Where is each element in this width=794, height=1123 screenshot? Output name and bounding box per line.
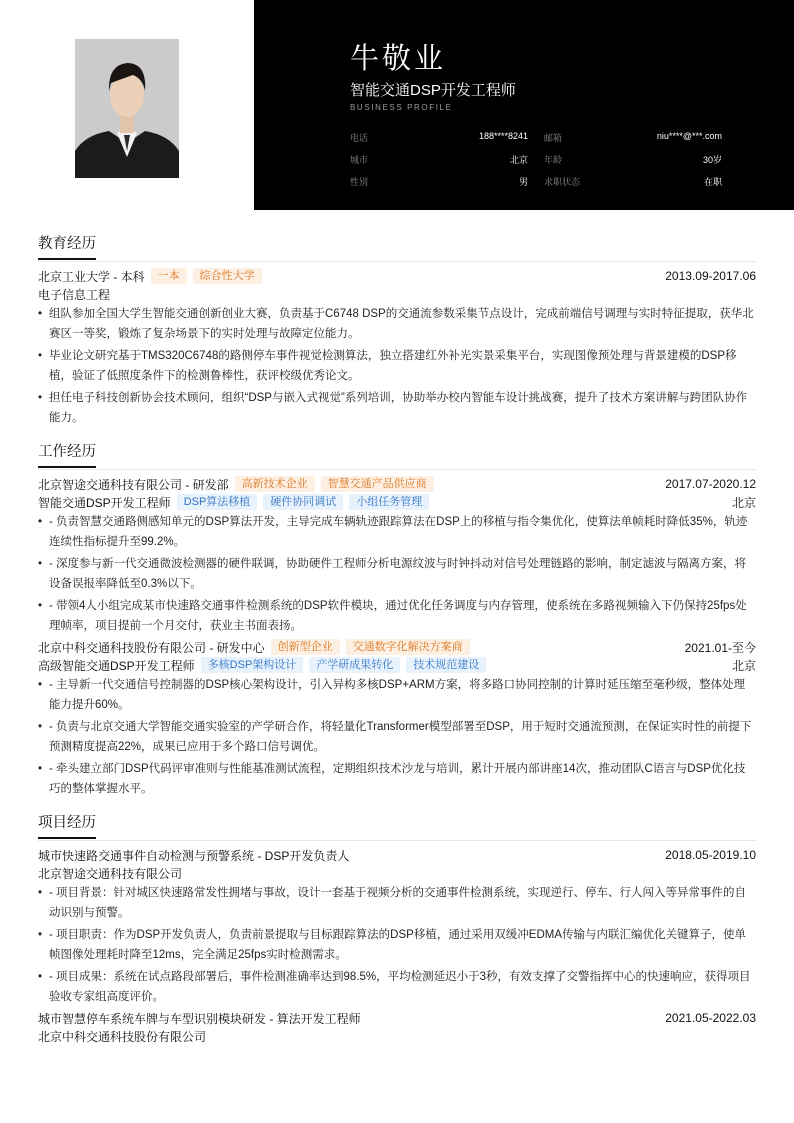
work-section [38,440,756,799]
entry-subheader [38,864,756,882]
company-tag: 高新技术企业 [235,476,315,492]
email-value: niu****@***.com [656,130,722,141]
entry-subheader [38,493,756,511]
list-item: • - 带领4人小组完成某市快速路交通事件检测系统的DSP软件模块，通过优化任务调度与内存管理，使系统在多路视频输入下仍保持25fps处理帧率，项目提前一个月交付，获业主书面表扬。 [38,596,756,636]
company-tag: 创新型企业 [271,639,340,655]
school-tag: 综合性大学 [193,268,262,284]
entry-date: 2021.01-至今 [684,640,756,655]
info-label: 年龄 [544,154,563,165]
school-name: 北京工业大学 - 本科 [38,269,145,284]
role-name: 高级智能交通DSP开发工程师 [38,658,195,673]
entry-header [38,638,756,656]
work-entry [38,475,756,636]
list-item: • - 牵头建立部门DSP代码评审准则与性能基准测试流程，定期组织技术沙龙与培训，累计开展内部讲座14次，推动团队C语言与DSP优化技巧的整体掌握水平。 [38,759,756,799]
section-title: 教育经历 [38,234,96,260]
entry-city: 北京 [731,658,756,673]
resume-content [38,232,756,1057]
list-item: • - 项目职责：作为DSP开发负责人，负责前景提取与目标跟踪算法的DSP移植，通过采用双缓冲EDMA传输与内联汇编优化关键算子，使单帧图像处理耗时降至12ms，完全满足25fps实时检测需求。 [38,925,756,965]
status-value: 在职 [703,176,722,187]
list-item: • - 负责智慧交通路侧感知单元的DSP算法开发，主导完成车辆轨迹跟踪算法在DSP上的移植与指令集优化，使算法单帧耗时降低35%，轨迹连续性指标提升至99.2%。 [38,512,756,552]
school-tag: 一本 [151,268,187,284]
section-title: 工作经历 [38,442,96,468]
entry-date: 2018.05-2019.10 [665,848,756,862]
entry-city: 北京 [731,495,756,510]
education-section [38,232,756,428]
role-tag: 技术规范建设 [406,657,486,673]
project-entry [38,846,756,1007]
education-entry [38,267,756,428]
role-tag: 小组任务管理 [349,494,429,510]
list-item: • - 主导新一代交通信号控制器的DSP核心架构设计，引入异构多核DSP+ARM方案，将多路口协同控制的计算时延压缩至毫秒级，整体处理能力提升60%。 [38,675,756,715]
bullet-list [38,304,756,428]
section-header [38,440,756,470]
info-label: 电话 [350,132,369,143]
list-item: • - 项目背景：针对城区快速路常发性拥堵与事故，设计一套基于视频分析的交通事件检测系统，实现逆行、停车、行人闯入等异常事件的自动识别与预警。 [38,883,756,923]
info-label: 性别 [350,176,369,187]
role-name: 智能交通DSP开发工程师 [38,495,171,510]
entry-subheader [38,285,756,303]
company-name: 北京中科交通科技股份有限公司 - 研发中心 [38,640,265,655]
project-name: 城市快速路交通事件自动检测与预警系统 - DSP开发负责人 [38,848,350,863]
role-tag: DSP算法移植 [177,494,258,510]
projects-section [38,811,756,1045]
entry-date: 2021.05-2022.03 [665,1011,756,1025]
section-header [38,811,756,841]
entry-header [38,1009,756,1027]
bullet-list [38,512,756,636]
bullet-list [38,883,756,1007]
entry-header [38,267,756,285]
list-item: • - 负责与北京交通大学智能交通实验室的产学研合作，将轻量化Transformer模型部署至DSP，用于短时交通流预测，在保证实时性的前提下预测精度提高22%，成果已应用于多个路口信号调优。 [38,717,756,757]
list-item: • 担任电子科技创新协会技术顾问，组织“DSP与嵌入式视觉”系列培训，协助举办校内智能车设计挑战赛，提升了技术方案讲解与跨团队协作能力。 [38,388,756,428]
list-item: • - 项目成果：系统在试点路段部署后，事件检测准确率达到98.5%，平均检测延迟小于3秒，有效支撑了交警指挥中心的快速响应，获得项目验收专家组高度评价。 [38,967,756,1007]
gender-value: 男 [518,176,528,187]
role-tag: 产学研成果转化 [309,657,400,673]
entry-header [38,475,756,493]
company-tag: 交通数字化解决方案商 [346,639,470,655]
project-org: 北京中科交通科技股份有限公司 [38,1029,207,1044]
project-entry [38,1009,756,1045]
project-org: 北京智途交通科技有限公司 [38,866,183,881]
role-tag: 多核DSP架构设计 [201,657,304,673]
list-item: • 毕业论文研究基于TMS320C6748的路侧停车事件视觉检测算法，独立搭建红外补光实景采集平台，实现图像预处理与背景建模的DSP移植，验证了低照度条件下的检测鲁棒性，获评校级优秀论文。 [38,346,756,386]
work-entry [38,638,756,799]
entry-subheader [38,656,756,674]
resume-header [0,0,794,210]
major-name: 电子信息工程 [38,287,111,302]
project-name: 城市智慧停车系统车牌与车型识别模块研发 - 算法开发工程师 [38,1011,361,1026]
info-row [350,170,722,192]
role-tag: 硬件协同调试 [263,494,343,510]
entry-subheader [38,1027,756,1045]
company-name: 北京智途交通科技有限公司 - 研发部 [38,477,229,492]
photo-area [0,0,254,210]
company-tag: 智慧交通产品供应商 [321,476,434,492]
profile-subtitle: BUSINESS PROFILE [350,103,453,112]
portrait-photo [75,39,179,178]
section-header [38,232,756,262]
city-value: 北京 [509,154,528,165]
info-row [350,126,722,148]
header-panel [254,0,794,210]
age-value: 30岁 [702,154,722,165]
info-row [350,148,722,170]
info-label: 城市 [350,154,369,165]
candidate-title: 智能交通DSP开发工程师 [350,82,516,99]
entry-header [38,846,756,864]
section-title: 项目经历 [38,813,96,839]
list-item: • 组队参加全国大学生智能交通创新创业大赛，负责基于C6748 DSP的交通流参数采集节点设计，完成前端信号调理与实时特征提取，获华北赛区一等奖，锻炼了复杂场景下的实时处理与故障定位能力。 [38,304,756,344]
info-label: 邮箱 [544,132,563,143]
info-label: 求职状态 [544,176,581,187]
entry-date: 2017.07-2020.12 [665,477,756,491]
list-item: • - 深度参与新一代交通微波检测器的硬件联调，协助硬件工程师分析电源纹波与时钟抖动对信号处理链路的影响，制定滤波与隔离方案，将设备误报率降低至0.3%以下。 [38,554,756,594]
candidate-name: 牛敬业 [350,43,447,75]
entry-date: 2013.09-2017.06 [665,269,756,283]
phone-value: 188****8241 [478,130,528,141]
bullet-list [38,675,756,799]
contact-info [350,126,722,192]
